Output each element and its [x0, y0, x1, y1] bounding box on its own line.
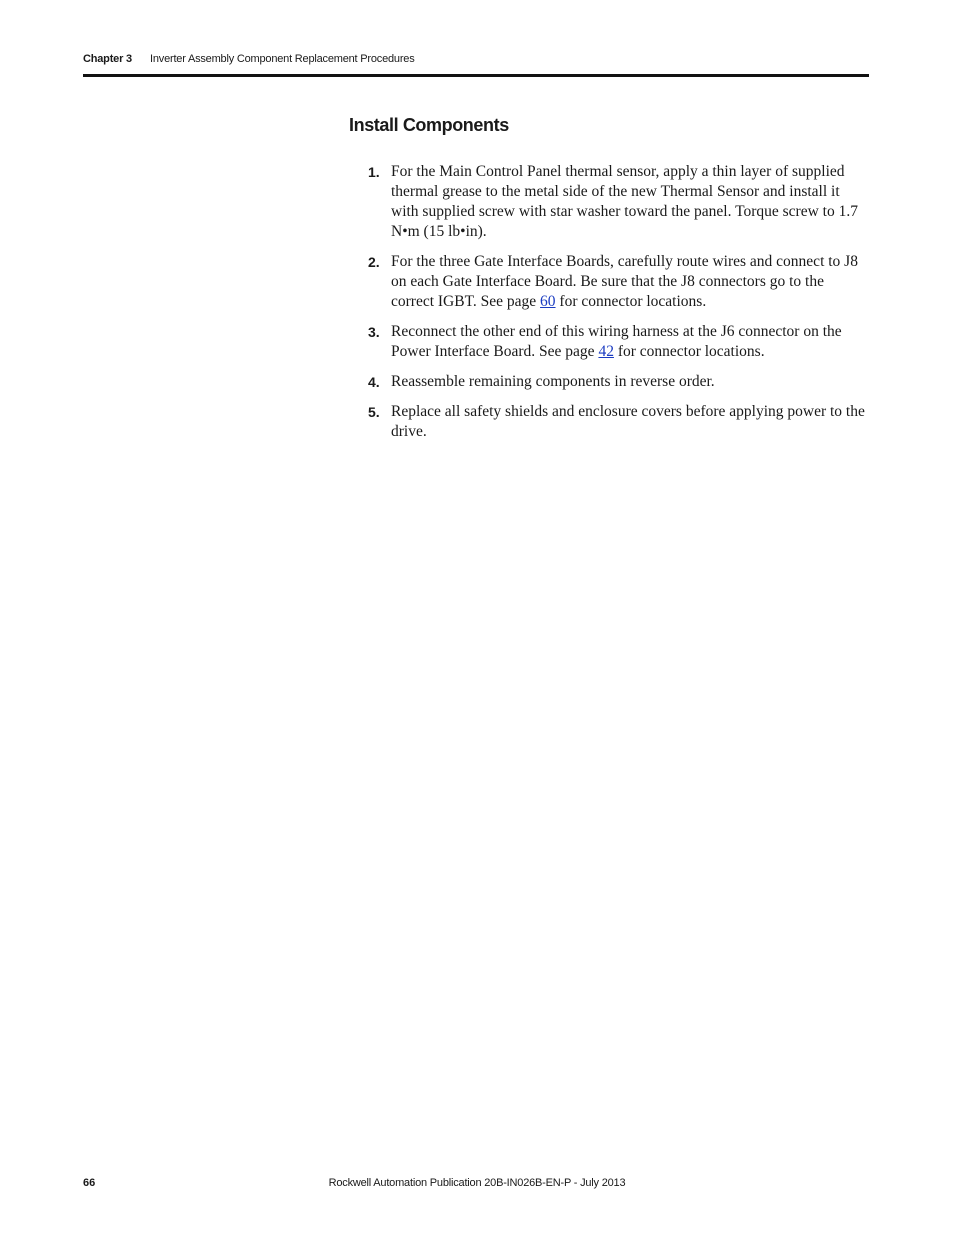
page-number: 66 — [83, 1177, 96, 1189]
step-text-part: For the three Gate Interface Boards, carefully route wires and connect to J8 on each Gate Interface Board. Be sure that the J8 connectors go to the correct IGBT. See page — [391, 253, 858, 310]
step-text-part: Reconnect the other end of this wiring harness at the J6 connector on the Power Interface Board. See page — [391, 323, 842, 360]
step-number: 1. — [368, 164, 380, 180]
page-link-42[interactable]: 42 — [598, 343, 614, 360]
running-header — [83, 53, 415, 65]
chapter-label: Chapter 3 — [83, 53, 132, 65]
step-text: Reassemble remaining components in reverse order. — [391, 373, 715, 390]
step-number: 2. — [368, 254, 380, 270]
header-rule — [83, 74, 869, 77]
step-text-part: for connector locations. — [613, 343, 765, 360]
step-text: Replace all safety shields and enclosure covers before applying power to the drive. — [391, 403, 865, 440]
step-text-part: for connector locations. — [555, 293, 707, 310]
step-text — [391, 322, 870, 362]
step-text — [391, 252, 870, 312]
step-2 — [368, 252, 870, 312]
step-1 — [368, 162, 870, 242]
publication-info: Rockwell Automation Publication 20B-IN026B-EN-P - July 2013 — [328, 1177, 626, 1189]
procedure-steps — [368, 162, 870, 452]
step-5 — [368, 402, 870, 442]
step-number: 3. — [368, 324, 380, 340]
page-link-60[interactable]: 60 — [540, 293, 556, 310]
step-text: For the Main Control Panel thermal sensor, apply a thin layer of supplied thermal grease to the metal side of the new Thermal Sensor and install it with supplied screw with star washer toward the panel. Torque screw to 1.7 N•m (15 lb•in). — [391, 163, 858, 240]
section-title: Install Components — [349, 115, 509, 135]
step-number: 4. — [368, 374, 380, 390]
step-number: 5. — [368, 404, 380, 420]
step-4 — [368, 372, 870, 392]
chapter-title: Inverter Assembly Component Replacement Procedures — [150, 53, 415, 65]
step-3 — [368, 322, 870, 362]
